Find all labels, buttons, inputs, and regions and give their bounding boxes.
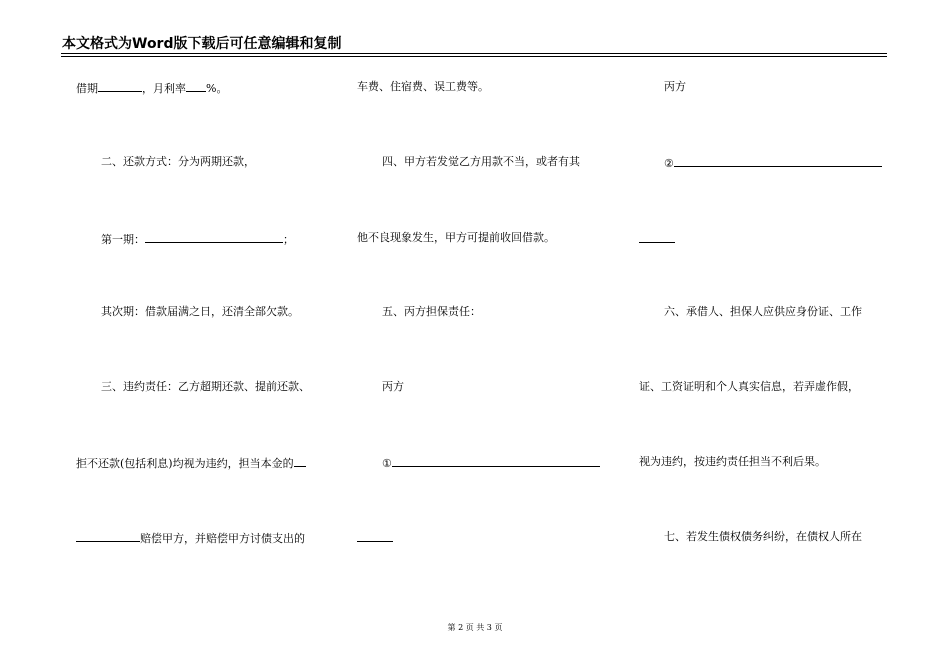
- item-one-marker: ①: [382, 457, 392, 470]
- percent-sign: %。: [206, 82, 228, 95]
- loan-term-blank: [98, 80, 142, 92]
- item-two-cont-line: [639, 231, 675, 246]
- compensation-line: [76, 530, 305, 545]
- second-installment-line: 其次期：借款届满之日，还清全部欠款。: [101, 305, 299, 318]
- loan-term-label: 借期: [76, 82, 98, 95]
- guarantor-c-label: 丙方: [382, 380, 404, 393]
- clause-seven-line: 七、若发生债权债务纠纷，在债权人所在: [664, 530, 862, 543]
- breach-liability-line: 三、违约责任：乙方超期还款、提前还款、: [101, 380, 310, 393]
- compensation-text: 赔偿甲方，并赔偿甲方讨债支出的: [140, 532, 305, 545]
- first-installment-blank: [145, 231, 283, 243]
- item-two-marker: ②: [664, 157, 674, 170]
- clause-six-end-line: 视为违约，按违约责任担当不利后果。: [639, 455, 826, 468]
- monthly-rate-label: ，月利率: [142, 82, 186, 95]
- guarantor-c-right-label: 丙方: [664, 80, 686, 93]
- compensation-blank: [76, 530, 140, 542]
- header-divider: [61, 53, 887, 54]
- penalty-amount-blank: [294, 455, 306, 467]
- repayment-method-line: 二、还款方式：分为两期还款，: [101, 155, 255, 168]
- refusal-penalty-line: [76, 455, 306, 470]
- first-installment-semicolon: ；: [283, 233, 294, 246]
- item-two-blank: [674, 155, 882, 167]
- item-one-cont-line: [357, 530, 393, 545]
- item-one-blank: [392, 455, 600, 467]
- monthly-rate-blank: [186, 80, 206, 92]
- first-installment-line: [101, 231, 294, 246]
- item-two-cont-blank: [639, 231, 675, 243]
- guarantor-item-two-line: [664, 155, 882, 170]
- page-number: 第 2 页 共 3 页: [447, 623, 503, 632]
- loan-term-line: [76, 80, 227, 95]
- page-title: 本文格式为Word版下载后可任意编辑和复制: [62, 36, 342, 52]
- clause-four-cont-line: 他不良现象发生，甲方可提前收回借款。: [357, 231, 555, 244]
- first-installment-label: 第一期：: [101, 233, 145, 246]
- clause-four-line: 四、甲方若发觉乙方用款不当，或者有其: [382, 155, 580, 168]
- guarantor-duty-line: 五、丙方担保责任：: [382, 305, 481, 318]
- clause-six-cont-line: 证、工资证明和个人真实信息，若弄虚作假，: [639, 380, 859, 393]
- guarantor-item-one-line: [382, 455, 600, 470]
- clause-six-line: 六、承借人、担保人应供应身份证、工作: [664, 305, 862, 318]
- item-one-cont-blank: [357, 530, 393, 542]
- refusal-penalty-text: 拒不还款(包括利息)均视为违约，担当本金的: [76, 457, 294, 470]
- expenses-line: 车费、住宿费、误工费等。: [357, 80, 489, 93]
- header-divider-secondary: [61, 56, 887, 57]
